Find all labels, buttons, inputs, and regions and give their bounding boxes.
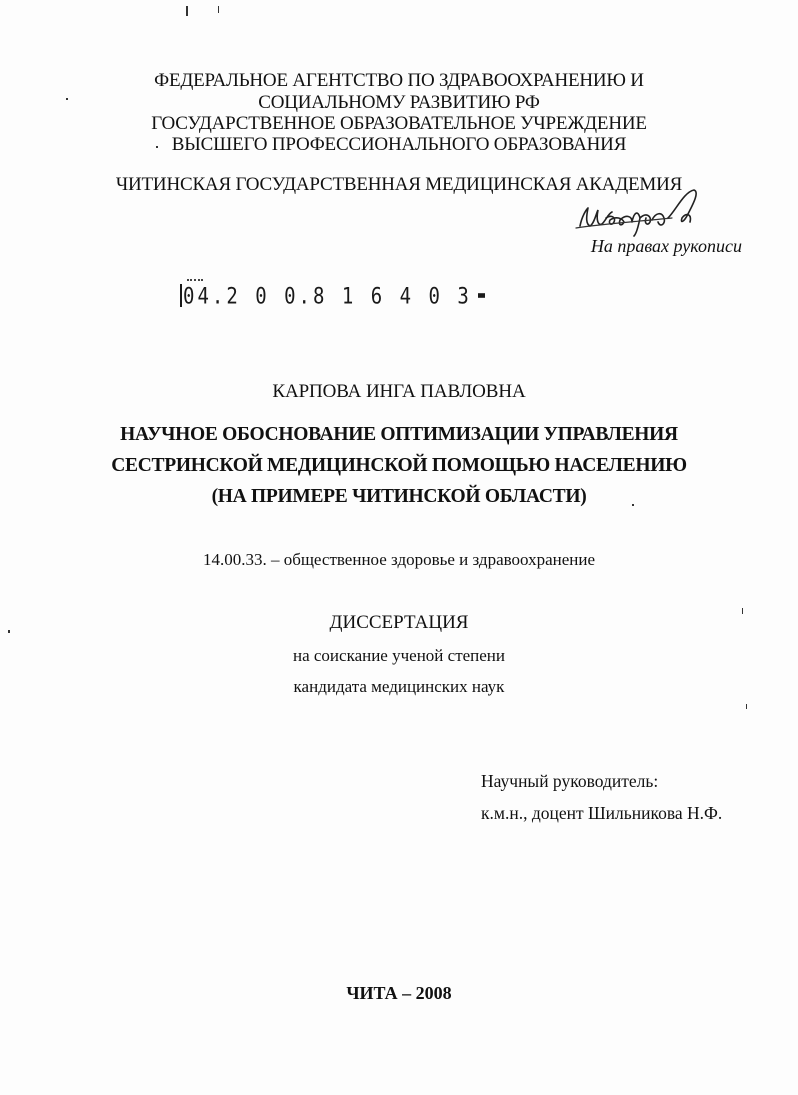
title-line-1: НАУЧНОЕ ОБОСНОВАНИЕ ОПТИМИЗАЦИИ УПРАВЛЕНИЯ: [120, 424, 678, 445]
title-line-3: (НА ПРИМЕРЕ ЧИТИНСКОЙ ОБЛАСТИ): [211, 486, 587, 507]
manuscript-note: На правах рукописи: [590, 236, 742, 256]
scan-speck: [218, 6, 219, 13]
institution-line-1: ГОСУДАРСТВЕННОЕ ОБРАЗОВАТЕЛЬНОЕ УЧРЕЖДЕНИЕ: [151, 113, 647, 134]
scan-speck: [186, 6, 188, 16]
degree-line-2: кандидата медицинских наук: [293, 677, 505, 696]
city-year: ЧИТА – 2008: [346, 983, 452, 1003]
agency-line-2: СОЦИАЛЬНОМУ РАЗВИТИЮ РФ: [258, 92, 540, 113]
agency-line-1: ФЕДЕРАЛЬНОЕ АГЕНТСТВО ПО ЗДРАВООХРАНЕНИЮ И: [154, 70, 644, 91]
title-line-2: СЕСТРИНСКОЙ МЕДИЦИНСКОЙ ПОМОЩЬЮ НАСЕЛЕНИЮ: [111, 455, 687, 476]
archive-number: [180, 284, 485, 309]
archive-bar: [180, 284, 182, 307]
archive-dash: [478, 293, 485, 298]
supervisor-label: Научный руководитель:: [481, 771, 659, 791]
institution-line-2: ВЫСШЕГО ПРОФЕССИОНАЛЬНОГО ОБРАЗОВАНИЯ: [171, 134, 627, 155]
specialty-code: 14.00.33. – общественное здоровье и здравоохранение: [202, 550, 596, 569]
author-name: КАРПОВА ИНГА ПАВЛОВНА: [272, 381, 526, 402]
degree-line-1: на соискание ученой степени: [292, 646, 506, 665]
scan-speck: [746, 704, 747, 709]
dissertation-heading: ДИССЕРТАЦИЯ: [329, 612, 469, 633]
supervisor-name: к.м.н., доцент Шильникова Н.Ф.: [481, 803, 723, 823]
handwritten-signature: [572, 188, 712, 238]
academy-name: ЧИТИНСКАЯ ГОСУДАРСТВЕННАЯ МЕДИЦИНСКАЯ АКАДЕМИЯ: [115, 174, 683, 195]
archive-number-text: 04.2 0 0.8 1 6 4 0 3: [183, 284, 472, 310]
